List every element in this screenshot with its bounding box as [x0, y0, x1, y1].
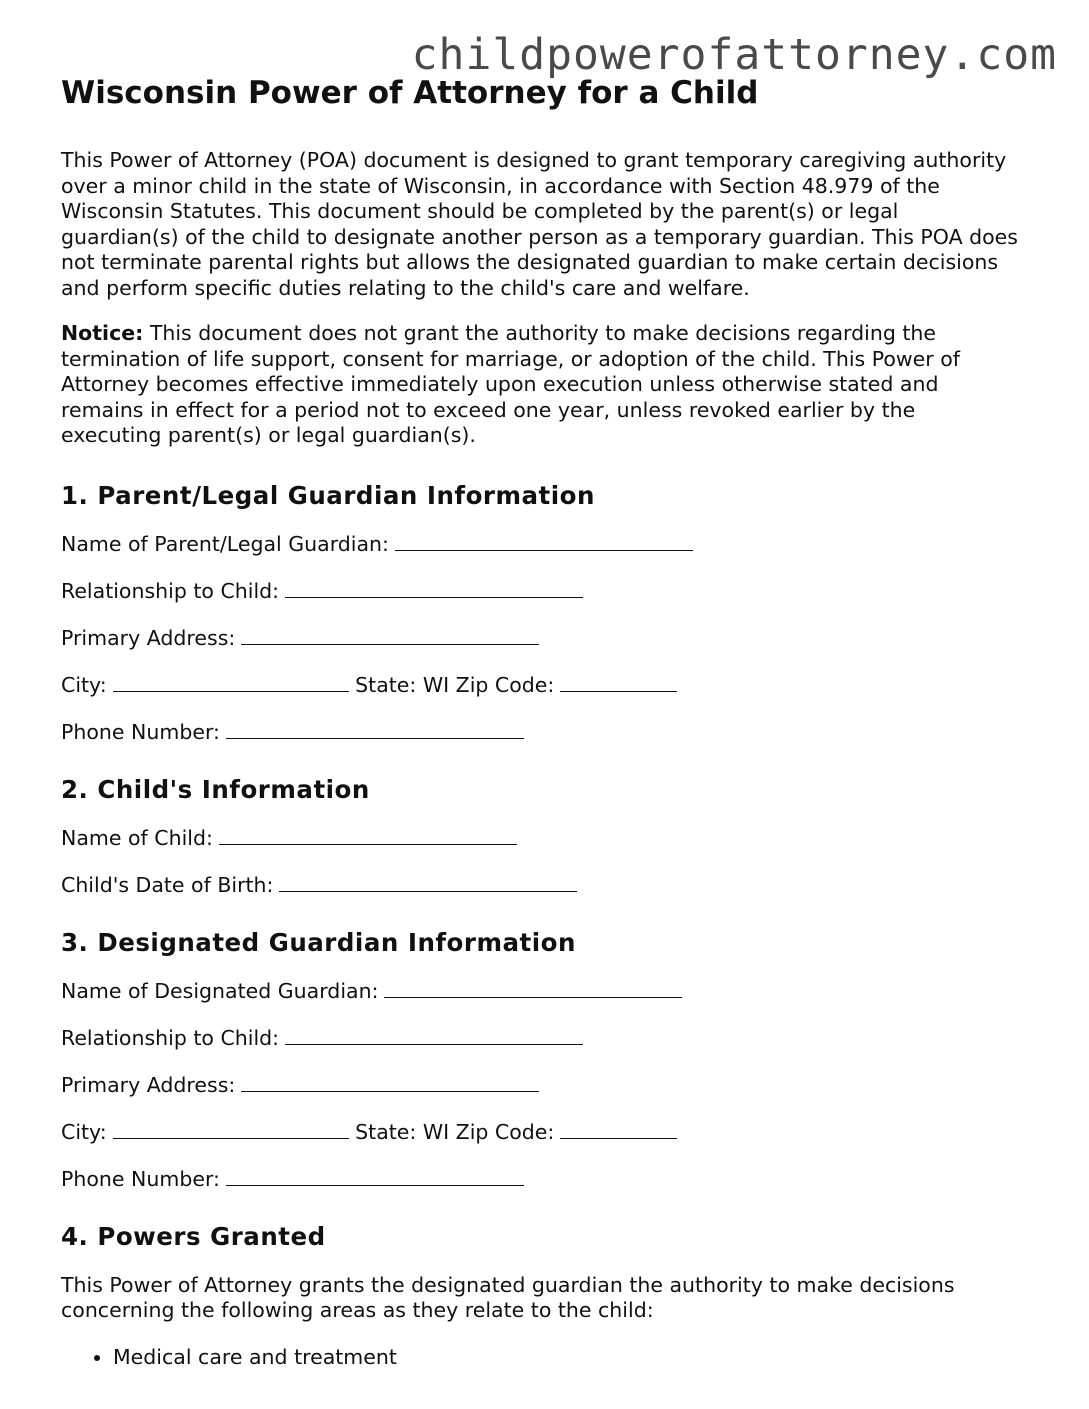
parent-address-field [61, 626, 1021, 651]
guardian-phone-blank[interactable] [226, 1167, 524, 1186]
field-label: Phone Number: [61, 719, 220, 744]
parent-phone-field [61, 720, 1021, 745]
guardian-zip-blank[interactable] [560, 1120, 677, 1139]
powers-list [61, 1344, 1021, 1370]
list-item: • Medical care and treatment [113, 1344, 1021, 1370]
parent-name-blank[interactable] [395, 532, 693, 551]
guardian-city-field [61, 1120, 1021, 1145]
guardian-city-blank[interactable] [113, 1120, 349, 1139]
parent-relationship-field [61, 579, 1021, 604]
field-label: Name of Child: [61, 825, 213, 850]
parent-relationship-blank[interactable] [285, 579, 583, 598]
guardian-relationship-field [61, 1026, 1021, 1051]
section-heading-parent: 1. Parent/Legal Guardian Information [61, 480, 595, 510]
field-label: Primary Address: [61, 625, 236, 650]
document-body [61, 72, 1021, 1370]
field-label: Name of Designated Guardian: [61, 978, 379, 1003]
parent-name-field [61, 532, 1021, 557]
watermark: childpowerofattorney.com [411, 30, 1057, 80]
field-label: Relationship to Child: [61, 578, 280, 603]
section-heading-child: 2. Child's Information [61, 774, 370, 804]
guardian-address-blank[interactable] [241, 1073, 539, 1092]
guardian-phone-field [61, 1167, 1021, 1192]
field-label: State: WI Zip Code: [355, 1119, 555, 1144]
powers-paragraph: This Power of Attorney grants the designated guardian the authority to make decisions concerning the following areas as they relate to the child: [61, 1272, 955, 1322]
field-label: Child's Date of Birth: [61, 872, 274, 897]
parent-phone-blank[interactable] [226, 720, 524, 739]
field-label: City: [61, 672, 107, 697]
child-dob-field [61, 873, 1021, 898]
parent-city-blank[interactable] [113, 673, 349, 692]
parent-city-field [61, 673, 1021, 698]
child-name-field [61, 826, 1021, 851]
document-title: Wisconsin Power of Attorney for a Child [61, 75, 759, 111]
parent-zip-blank[interactable] [560, 673, 677, 692]
guardian-relationship-blank[interactable] [285, 1026, 583, 1045]
guardian-name-field [61, 979, 1021, 1004]
guardian-name-blank[interactable] [384, 979, 682, 998]
field-label: City: [61, 1119, 107, 1144]
section-heading-powers: 4. Powers Granted [61, 1221, 326, 1251]
parent-address-blank[interactable] [241, 626, 539, 645]
section-heading-guardian: 3. Designated Guardian Information [61, 927, 576, 957]
notice-paragraph [61, 321, 1021, 449]
guardian-address-field [61, 1073, 1021, 1098]
notice-text: This document does not grant the authority to make decisions regarding the termination of life support, consent for marriage, or adoption of the child. This Power of Attorney becomes effective immediately upon execution unless otherwise stated and remains in effect for a period not to exceed one year, unless revoked earlier by the executing parent(s) or legal guardian(s). [61, 321, 960, 447]
field-label: State: WI Zip Code: [355, 672, 555, 697]
field-label: Primary Address: [61, 1072, 236, 1097]
child-name-blank[interactable] [219, 826, 517, 845]
child-dob-blank[interactable] [279, 873, 577, 892]
field-label: Relationship to Child: [61, 1025, 280, 1050]
field-label: Phone Number: [61, 1166, 220, 1191]
intro-paragraph: This Power of Attorney (POA) document is designed to grant temporary caregiving authority over a minor child in the state of Wisconsin, in accordance with Section 48.979 of the Wisconsin Statutes. This document should be completed by the parent(s) or legal guardian(s) of the child to designate another person as a temporary guardian. This POA does not terminate parental rights but allows the designated guardian to make certain decisions and perform specific duties relating to the child's care and welfare. [61, 148, 1018, 300]
field-label: Name of Parent/Legal Guardian: [61, 531, 389, 556]
notice-label: Notice: [61, 321, 144, 345]
